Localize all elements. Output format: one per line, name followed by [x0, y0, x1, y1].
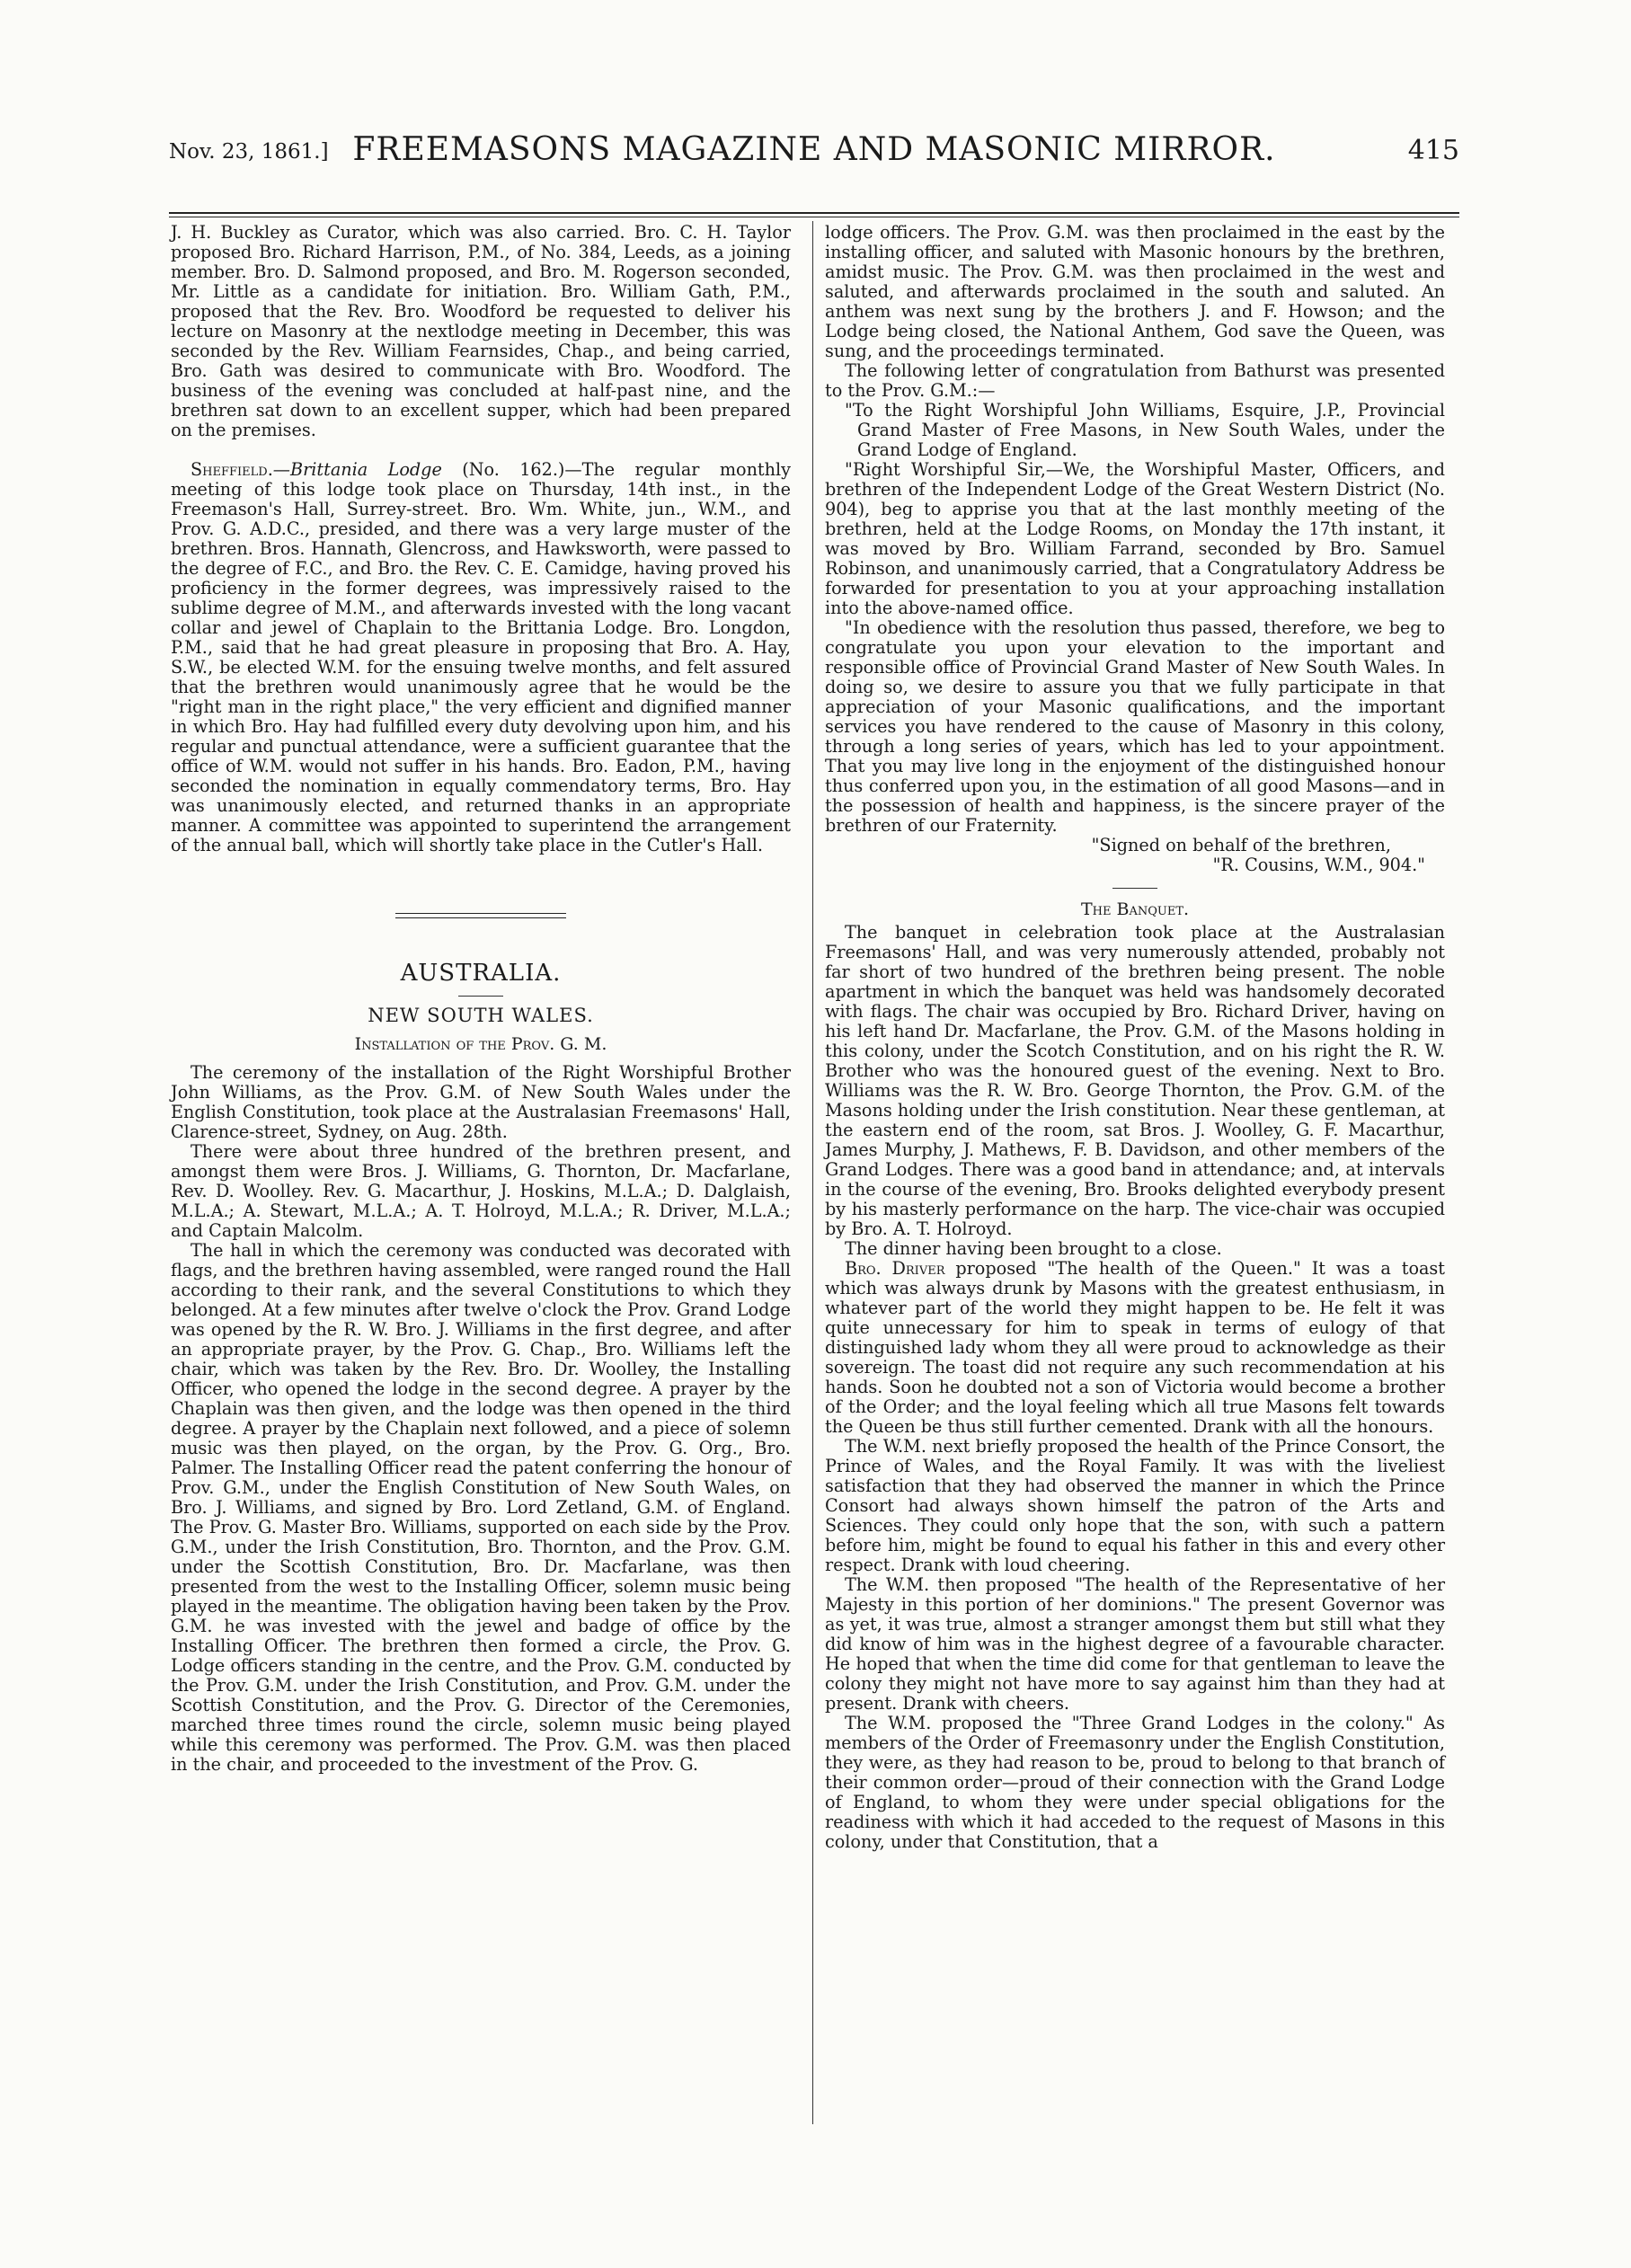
- lodge-name: —Brittania Lodge: [272, 459, 442, 480]
- paragraph: J. H. Buckley as Curator, which was also carried. Bro. C. H. Taylor proposed Bro. Richard Harrison, P.M., of No. 384, Leeds, as a joining member. Bro. D. Salmond proposed, and Bro. M. Rogerson seconded, Mr. Little as a candidate for initiation. Bro. William Gath, P.M., proposed that the Rev. Bro. Woodford be requested to deliver his lecture on Masonry at the nextlodge meeting in December, this was seconded by the Rev. William Fearnsides, Chap., and being carried, Bro. Gath was desired to communicate with Bro. Woodford. The business of the evening was concluded at half-past nine, and the brethren sat down to an excellent supper, which had been prepared on the premises.: [171, 222, 791, 440]
- magazine-title: FREEMASONS MAGAZINE AND MASONIC MIRROR.: [352, 131, 1276, 168]
- column-divider: [812, 221, 813, 2124]
- issue-date: Nov. 23, 1861.]: [169, 140, 329, 164]
- right-column: [825, 223, 1445, 1852]
- paragraph: The banquet in celebration took place at the Australasian Freemasons' Hall, and was very numerously attended, probably not far short of two hundred of the brethren being present. The noble apartment in which the banquet was held was handsomely decorated with flags. The chair was occupied by Bro. Richard Driver, having on his left hand Dr. Macfarlane, the Prov. G.M. of the Masons holding in this colony, under the Scotch Constitution, and on his right the R. W. Brother who was the honoured guest of the evening. Next to Bro. Williams was the R. W. Bro. George Thornton, the Prov. G.M. of the Masons holding under the Irish constitution. Near these gentleman, at the eastern end of the room, sat Bros. J. Woolley, G. F. Macarthur, James Murphy, J. Mathews, F. B. Davidson, and other members of the Grand Lodges. There was a good band in attendance; and, at intervals in the course of the evening, Bro. Brooks delighted everybody present by his masterly performance on the harp. The vice-chair was occupied by Bro. A. T. Holroyd.: [825, 922, 1445, 1239]
- paragraph-sheffield: [171, 460, 791, 855]
- paragraph: The following letter of congratulation from Bathurst was presented to the Prov. G.M.:—: [825, 360, 1445, 401]
- short-rule: [1112, 888, 1157, 889]
- page-header: [169, 131, 1459, 167]
- short-rule: [458, 996, 503, 997]
- paragraph: The W.M. next briefly proposed the health of the Prince Consort, the Prince of Wales, and the Royal Family. It was with the liveliest satisfaction that they had observed the manner in which the Prince Consort had always shown himself the patron of the Arts and Sciences. They could only hope that the son, with such a pattern before him, might be found to equal his father in this and every other respect. Drank with loud cheering.: [825, 1436, 1445, 1575]
- banquet-title: The Banquet.: [1080, 899, 1190, 919]
- paragraph: The W.M. then proposed "The health of the Representative of her Majesty in this portion of her dominions." The present Governor was as yet, it was true, almost a stranger amongst them but still what they did know of him was in the highest degree of a favourable character. He hoped that when the time did come for that gentleman to leave the colony they might not have more to say against him than they had at present. Drank with cheers.: [825, 1574, 1445, 1714]
- paragraph-text: (No. 162.)—The regular monthly meeting of this lodge took place on Thursday, 14th inst., in the Freemason's Hall, Surrey-street. Bro. Wm. White, jun., W.M., and Prov. G. A.D.C., presided, and there was a very large muster of the brethren. Bros. Hannath, Glencross, and Hawksworth, were passed to the degree of F.C., and Bro. the Rev. C. E. Camidge, having proved his proficiency in the former degrees, was impressively raised to the sublime degree of M.M., and afterwards invested with the long vacant collar and jewel of Chaplain to the Brittania Lodge. Bro. Longdon, P.M., said that he had great pleasure in proposing that Bro. A. Hay, S.W., be elected W.M. for the ensuing twelve months, and felt assured that the brethren would unanimously agree that he would be the "right man in the right place," the very efficient and dignified manner in which Bro. Hay had fulfilled every duty devolving upon him, and his regular and punctual attendance, were a sufficient guarantee that the office of W.M. would not suffer in his hands. Bro. Eadon, P.M., having seconded the nomination in equally commendatory terms, Bro. Hay was unanimously elected, and returned thanks in an appropriate manner. A committee was appointed to superintend the arrangement of the annual ball, which will shortly take place in the Cutler's Hall.: [171, 459, 791, 855]
- page-number: 415: [1407, 135, 1459, 166]
- sub-title: NEW SOUTH WALES.: [368, 1005, 594, 1026]
- paragraph: The dinner having been brought to a close.: [845, 1238, 1222, 1259]
- letter-paragraph: "In obedience with the resolution thus passed, therefore, we beg to congratulate you upon your elevation to the important and responsible office of Provincial Grand Master of New South Wales. In doing so, we desire to assure you that we fully participate in that appreciation of your Masonic qualifications, and the important services you have rendered to the cause of Masonry in this colony, through a long series of years, which has led to your appointment. That you may live long in the enjoyment of the distinguished honour thus conferred upon you, in the estimation of all good Masons—and in the possession of health and happiness, is the sincere prayer of the brethren of our Fraternity.: [825, 617, 1445, 836]
- sub-sub-title: Installation of the Prov. G. M.: [354, 1034, 607, 1054]
- left-column: [171, 223, 791, 1775]
- paragraph: The ceremony of the installation of the Right Worshipful Brother John Williams, as the Prov. G.M. of New South Wales under the English Constitution, took place at the Australasian Freemasons' Hall, Clarence-street, Sydney, on Aug. 28th.: [171, 1062, 791, 1142]
- paragraph: The hall in which the ceremony was conducted was decorated with flags, and the brethren having assembled, were ranged round the Hall according to their rank, and the several Constitutions to which they belonged. At a few minutes after twelve o'clock the Prov. Grand Lodge was opened by the R. W. Bro. J. Williams in the first degree, and after an appropriate prayer, by the Prov. G. Chap., Bro. Williams left the chair, which was taken by the Rev. Bro. Dr. Woolley, the Installing Officer, who opened the lodge in the second degree. A prayer by the Chaplain was then given, and the lodge was then opened in the third degree. A prayer by the Chaplain next followed, and a piece of solemn music was then played, on the organ, by the Prov. G. Org., Bro. Palmer. The Installing Officer read the patent conferring the honour of Prov. G.M., under the English Constitution of New South Wales, on Bro. J. Williams, and signed by Bro. Lord Zetland, G.M. of England. The Prov. G. Master Bro. Williams, supported on each side by the Prov. G.M., under the Irish Constitution, Bro. Thornton, and the Prov. G.M. under the Scottish Constitution, Bro. Dr. Macfarlane, was then presented from the west to the Installing Officer, solemn music being played in the meantime. The obligation having been taken by the Prov. G.M. he was invested with the jewel and badge of office by the Installing Officer. The brethren then formed a circle, the Prov. G. Lodge officers standing in the centre, and the Prov. G.M. conducted by the Prov. G.M. under the Irish Constitution, and Prov. G.M. under the Scottish Constitution, and the Prov. G. Director of the Ceremonies, marched three times round the circle, solemn music being played while this ceremony was performed. The Prov. G.M. was then placed in the chair, and proceeded to the investment of the Prov. G.: [171, 1240, 791, 1775]
- paragraph: There were about three hundred of the brethren present, and amongst them were Bros. J. Williams, G. Thornton, Dr. Macfarlane, Rev. D. Woolley. Rev. G. Macarthur, J. Hoskins, M.L.A.; D. Dalglaish, M.L.A.; A. Stewart, M.L.A.; A. T. Holroyd, M.L.A.; R. Driver, M.L.A.; and Captain Malcolm.: [171, 1141, 791, 1241]
- place-label: Sheffield.: [191, 459, 273, 480]
- letter-signed: "Signed on behalf of the brethren,: [1091, 835, 1391, 855]
- header-rule: [169, 212, 1459, 214]
- letter-address: "To the Right Worshipful John Williams, Esquire, J.P., Provincial Grand Master of Free Masons, in New South Wales, under the Grand Lodge of England.: [845, 400, 1445, 460]
- letter-paragraph: "Right Worshipful Sir,—We, the Worshipful Master, Officers, and brethren of the Independent Lodge of the Great Western District (No. 904), beg to apprise you that at the last monthly meeting of the brethren, held at the Lodge Rooms, on Monday the 17th instant, it was moved by Bro. William Farrand, seconded by Bro. Samuel Robinson, and unanimously carried, that a Congratulatory Address be forwarded for presentation to you at your approaching installation into the above-named office.: [825, 459, 1445, 618]
- paragraph-driver: [825, 1259, 1445, 1437]
- section-divider: [395, 913, 566, 918]
- paragraph: lodge officers. The Prov. G.M. was then proclaimed in the east by the installing officer, and saluted with Masonic honours by the brethren, amidst music. The Prov. G.M. was then proclaimed in the west and saluted, and afterwards proclaimed in the south and saluted. An anthem was next sung by the brothers J. and F. Howson; and the Lodge being closed, the National Anthem, God save the Queen, was sung, and the proceedings terminated.: [825, 222, 1445, 361]
- paragraph-text: proposed "The health of the Queen." It was a toast which was always drunk by Masons with the greatest enthusiasm, in whatever part of the world they might happen to be. He felt it was quite unnecessary for him to speak in terms of eulogy of that distinguished lady whom they all were proud to acknowledge as their sovereign. The toast did not require any such recommendation at his hands. Soon he doubted not a son of Victoria would become a brother of the Order; and the loyal feeling which all true Masons felt towards the Queen be thus still further cemented. Drank with all the honours.: [825, 1258, 1445, 1437]
- paragraph: The W.M. proposed the "Three Grand Lodges in the colony." As members of the Order of Freemasonry under the English Constitution, they were, as they had reason to be, proud to belong to that branch of their common order—proud of their connection with the Grand Lodge of England, to whom they were under special obligations for the readiness with which it had acceded to the request of Masons in this colony, under that Constitution, that a: [825, 1713, 1445, 1852]
- letter-signer: "R. Cousins, W.M., 904.": [1212, 855, 1425, 875]
- speaker-label: Bro. Driver: [845, 1258, 945, 1279]
- section-title: AUSTRALIA.: [400, 960, 562, 987]
